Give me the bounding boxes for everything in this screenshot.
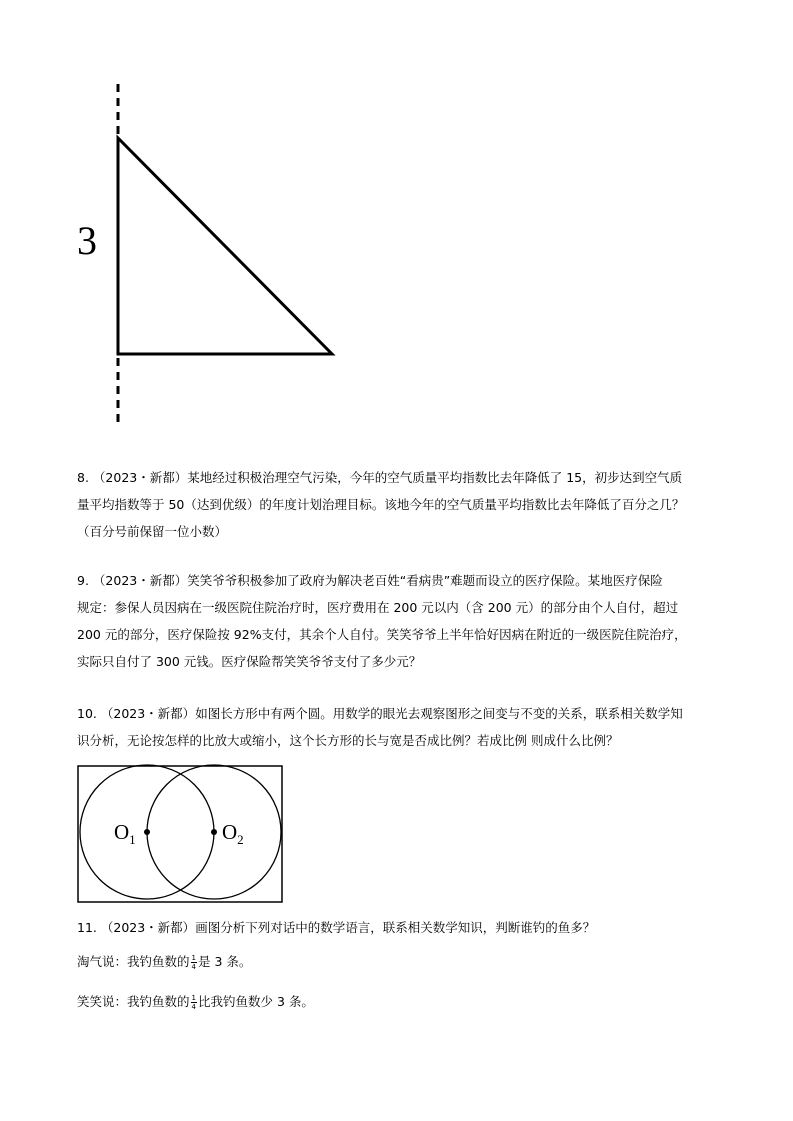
question-number: 11. [77,920,97,935]
question-8 [77,464,727,545]
label-o2-sub: 2 [237,832,244,848]
question-text-line: 量平均指数等于 50（达到优级）的年度计划治理目标。该地今年的空气质量平均指数比去年降低了百分之几？ [77,497,685,512]
question-text-line: 如图长方形中有两个圆。用数学的眼光去观察图形之间变与不变的关系，联系相关数学知 [195,706,683,721]
question-text-line: 规定：参保人员因病在一级医院住院治疗时，医疗费用在 200 元以内（含 200 元）的部分由个人自付，超过 [77,600,679,615]
fraction-one-quarter [191,954,197,971]
question-text-line: 某地经过积极治理空气污染，今年的空气质量平均指数比去年降低了 15，初步达到空气质 [187,470,683,485]
fraction-denominator: 4 [191,1003,196,1011]
question-source: （2023・新都） [92,573,188,588]
label-o2-letter: O [222,820,238,844]
question-text-line: （百分号前保留一位小数） [77,524,228,539]
dialog-taoqi [77,948,727,975]
question-11 [77,914,727,941]
question-source: （2023・新都） [100,706,196,721]
dialog-prefix: 笑笑说：我钓鱼数的 [77,994,190,1009]
question-source: （2023・新都） [100,920,196,935]
question-text-line: 200 元的部分，医疗保险按 92%支付，其余个人自付。笑笑爷爷上半年恰好因病在附近的一级医院住院治疗， [77,627,687,642]
question-source: （2023・新都） [92,470,188,485]
triangle-side-label: 3 [77,218,97,263]
dialog-suffix: 是 3 条。 [197,954,252,969]
label-o1-sub: 1 [129,832,136,848]
question-number: 8. [77,470,89,485]
rectangle-circles-figure [76,764,286,906]
question-10 [77,700,727,754]
fraction-one-quarter [191,994,197,1011]
label-o2 [222,820,244,852]
question-number: 10. [77,706,97,721]
question-text-line: 画图分析下列对话中的数学语言，联系相关数学知识，判断谁钓的鱼多？ [195,920,596,935]
center-dot-o2 [211,829,217,835]
rectangle [78,766,282,902]
question-text-line: 实际只自付了 300 元钱。医疗保险帮笑笑爷爷支付了多少元？ [77,654,422,669]
question-9 [77,567,727,675]
label-o1-letter: O [114,820,130,844]
dialog-prefix: 淘气说：我钓鱼数的 [77,954,190,969]
dialog-suffix: 比我钓鱼数少 3 条。 [197,994,314,1009]
triangle-figure [60,80,360,440]
dialog-xiaoxiao [77,988,727,1015]
right-triangle [118,138,332,354]
question-text-line: 识分析，无论按怎样的比放大或缩小，这个长方形的长与宽是否成比例？若成比例 则成什么比例？ [77,733,619,748]
label-o1 [114,820,136,852]
fraction-numerator: 1 [191,994,196,1002]
center-dot-o1 [144,829,150,835]
question-number: 9. [77,573,89,588]
fraction-denominator: 4 [191,963,196,971]
question-text-line: 笑笑爷爷积极参加了政府为解决老百姓“看病贵”难题而设立的医疗保险。某地医疗保险 [187,573,663,588]
fraction-numerator: 1 [191,954,196,962]
